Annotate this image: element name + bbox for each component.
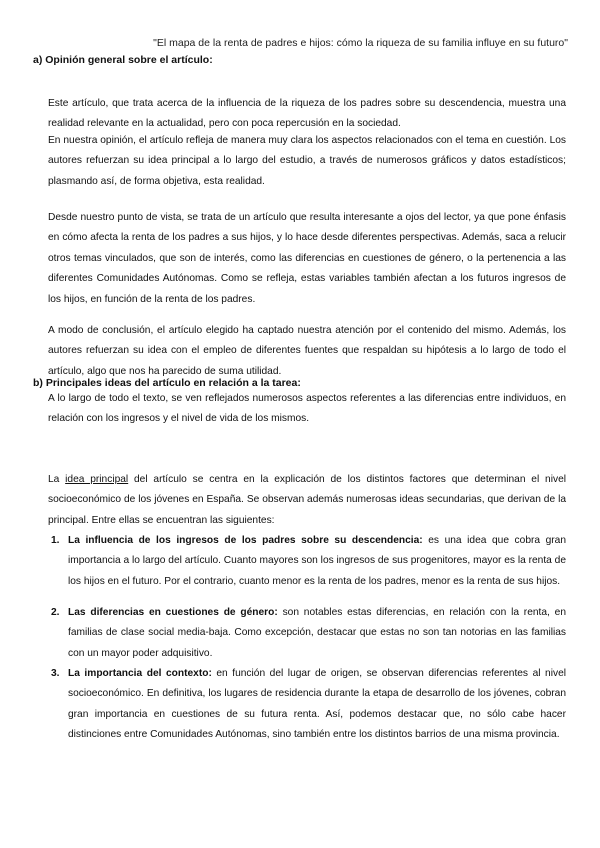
- page-header: "El mapa de la renta de padres e hijos: cómo la riqueza de su familia influye en su futuro": [153, 37, 568, 49]
- list-item-title: La importancia del contexto:: [68, 668, 212, 679]
- list-item-text: son notables estas diferencias, en relación con la renta, en familias de clase social media-baja. Como excepción, destacar que estas no son tan notorias en las familias con un mayor poder adquisitivo.: [68, 607, 567, 659]
- main-idea-rest: del artículo se centra en la explicación de los distintos factores que determinan el nivel socioeconómico de los jóvenes en España. Se observan además numerosas ideas secundarias, que derivan de la principal. Entre ellas se encuentran las siguientes:: [48, 474, 566, 526]
- section-a-paragraph-2: En nuestra opinión, el artículo refleja de manera muy clara los aspectos relacionados con el tema en cuestión. Los autores refuerzan su idea principal a lo largo del estudio, a través de numerosos gráficos y datos estadísticos; plasmando así, de forma objetiva, esta realidad.: [48, 135, 566, 187]
- section-b-intro: A lo largo de todo el texto, se ven reflejados numerosos aspectos referentes a las diferencias entre individuos, en relación con los ingresos y el nivel de vida de los mismos.: [48, 393, 566, 425]
- section-a-paragraph-4: A modo de conclusión, el artículo elegido ha captado nuestra atención por el contenido del mismo. Además, los autores refuerzan su idea con el empleo de diferentes fuentes que respaldan su hipótesis a lo largo de todo el artículo, algo que nos ha parecido de suma utilidad.: [48, 325, 566, 377]
- list-item-title: La influencia de los ingresos de los padres sobre su descendencia:: [68, 535, 423, 546]
- list-item: [51, 531, 567, 592]
- list-item-text: es una idea que cobra gran importancia a lo largo del artículo. Cuanto mayores son los ingresos de sus progenitores, mayor es la renta de los hijos en el futuro. Por el contrario, cuanto menor es la renta de los padres, menor es la renta de sus hijos.: [68, 535, 567, 587]
- section-a-heading: a) Opinión general sobre el artículo:: [33, 54, 213, 66]
- list-item-title: Las diferencias en cuestiones de género:: [68, 607, 278, 618]
- section-a-paragraph-3: Desde nuestro punto de vista, se trata de un artículo que resulta interesante a ojos del lector, ya que pone énfasis en cómo afecta la renta de los padres a sus hijos, y lo hace desde diferentes perspectivas. Además, saca a relucir otros temas vinculados, que son de interés, como las diferencias en cuestiones de género, o la pertenencia a las diferentes Comunidades Autónomas. Como se refleja, estas variables también afectan a los futuros ingresos de los hijos, en función de la renta de los padres.: [48, 212, 566, 305]
- main-idea-underlined: idea principal: [65, 474, 129, 485]
- main-idea-prefix: La: [48, 474, 66, 485]
- list-item: [51, 664, 567, 746]
- list-item-number: 3.: [51, 668, 60, 679]
- list-item-text: en función del lugar de origen, se observan diferencias referentes al nivel socioeconómico. En definitiva, los lugares de residencia durante la etapa de desarrollo de los jóvenes, cobran gran importancia en cuestiones de su futura renta. Así, podemos destacar que, no sólo cabe hacer distinciones entre Comunidades Autónomas, sino también entre los distintos barrios de una misma provincia.: [68, 668, 567, 741]
- list-item-number: 1.: [51, 535, 60, 546]
- section-b-heading: b) Principales ideas del artículo en relación a la tarea:: [33, 377, 301, 389]
- section-a-paragraph-1: Este artículo, que trata acerca de la influencia de la riqueza de los padres sobre su descendencia, muestra una realidad relevante en la actualidad, pero con poca repercusión en la sociedad.: [48, 98, 566, 130]
- list-item: [51, 603, 567, 664]
- section-b-main-idea: [48, 470, 566, 531]
- list-item-number: 2.: [51, 607, 60, 618]
